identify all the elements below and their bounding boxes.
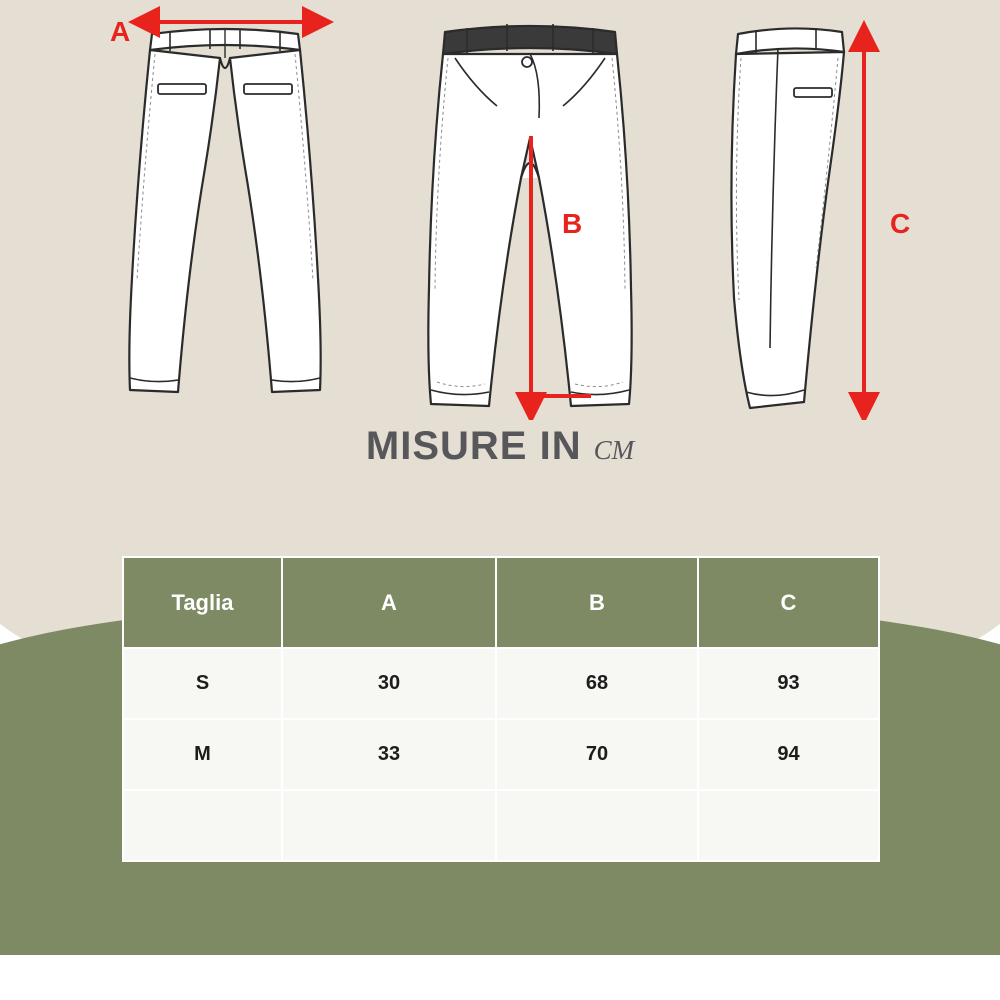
table-header-b: B bbox=[496, 557, 698, 648]
background-white-band bbox=[0, 955, 1000, 1000]
cell-a: 33 bbox=[282, 719, 496, 790]
cell-size: M bbox=[123, 719, 282, 790]
cell-a: 30 bbox=[282, 648, 496, 719]
cell-c bbox=[698, 790, 879, 861]
measure-label-b: B bbox=[562, 208, 583, 239]
table-row bbox=[123, 648, 879, 719]
cell-a bbox=[282, 790, 496, 861]
table-header-row bbox=[123, 557, 879, 648]
chart-title-main: MISURE IN bbox=[365, 424, 582, 468]
cell-b: 70 bbox=[496, 719, 698, 790]
table-header-c: C bbox=[698, 557, 879, 648]
cell-size bbox=[123, 790, 282, 861]
table-header-a: A bbox=[282, 557, 496, 648]
table-row bbox=[123, 719, 879, 790]
table-header-size: Taglia bbox=[123, 557, 282, 648]
cell-size: S bbox=[123, 648, 282, 719]
measurement-arrows bbox=[0, 0, 1000, 420]
illustration-group bbox=[0, 0, 1000, 420]
size-table bbox=[122, 556, 880, 862]
size-table-container bbox=[122, 556, 878, 862]
table-row-empty bbox=[123, 790, 879, 861]
cell-b: 68 bbox=[496, 648, 698, 719]
chart-title-unit: cm bbox=[593, 425, 635, 468]
measure-label-c: C bbox=[890, 208, 911, 239]
measure-label-a: A bbox=[110, 16, 131, 47]
cell-c: 93 bbox=[698, 648, 879, 719]
cell-c: 94 bbox=[698, 719, 879, 790]
chart-title bbox=[0, 424, 1000, 469]
cell-b bbox=[496, 790, 698, 861]
